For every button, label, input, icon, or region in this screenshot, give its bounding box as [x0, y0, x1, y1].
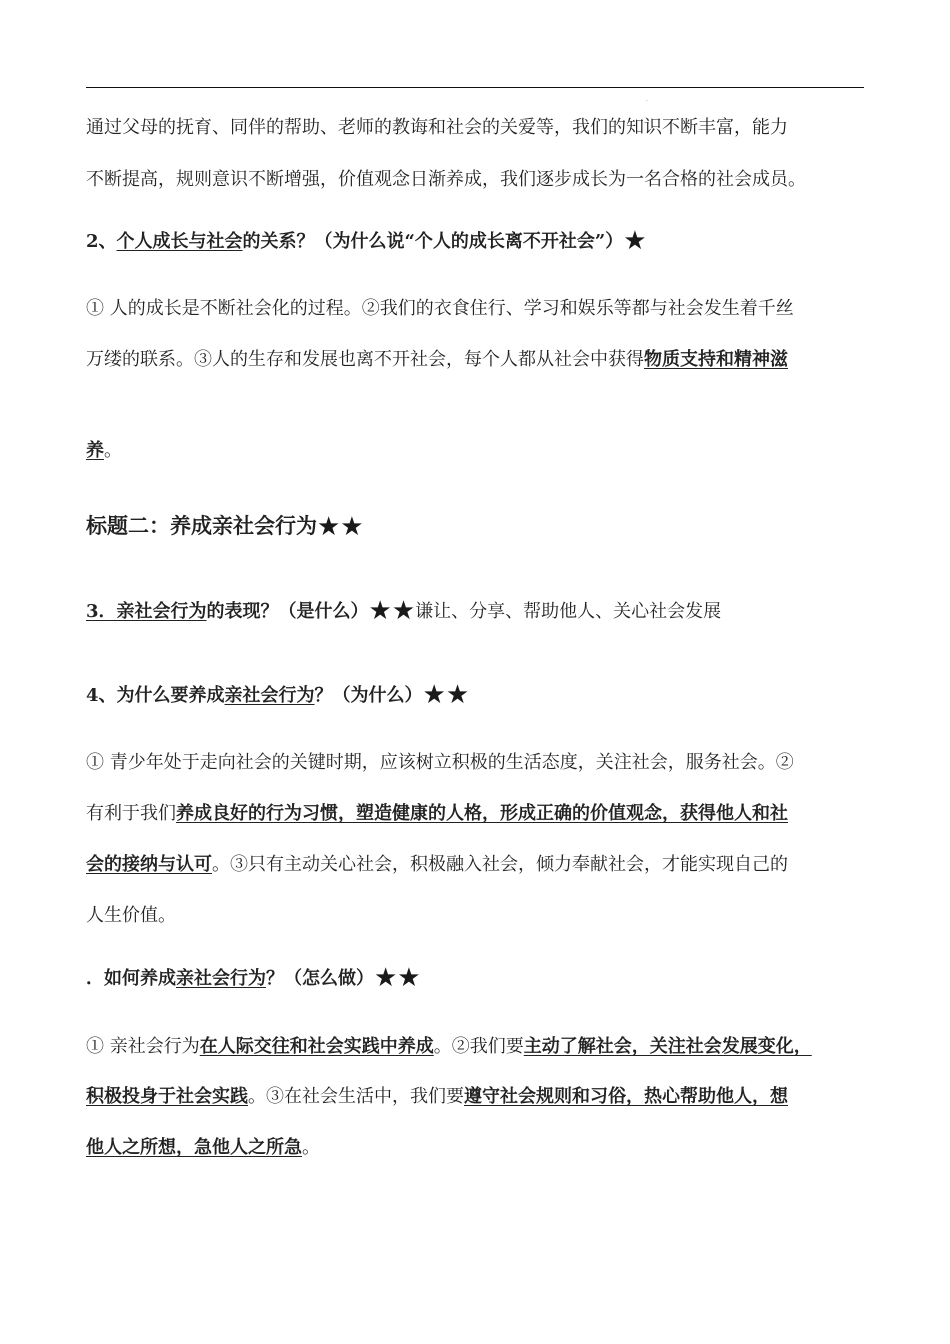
star-icon: ★★	[368, 596, 416, 626]
answer-key-phrase: 遵守社会规则和习俗，热心帮助他人，想	[464, 1086, 788, 1107]
star-icon: ★★	[374, 963, 421, 993]
answer-key-phrase: 在人际交往和社会实践中养成	[199, 1036, 434, 1057]
section-heading-text: 标题二：养成亲社会行为	[86, 514, 317, 538]
question-4-answer-line-2	[86, 802, 788, 826]
question-4-keyword: 亲社会行为	[224, 685, 315, 706]
question-5-heading	[86, 963, 421, 993]
star-icon: ★★	[422, 680, 470, 710]
answer-key-phrase: 积极投身于社会实践	[86, 1086, 248, 1107]
question-4-text: 4、为什么要养成	[86, 685, 225, 706]
question-5-answer-line-3	[86, 1136, 320, 1160]
header-rule	[86, 87, 864, 88]
answer-key-phrase: 他人之所想，急他人之所急	[86, 1137, 302, 1158]
answer-text: ① 亲社会行为	[86, 1036, 200, 1057]
question-2-text: 的关系？（为什么说“个人的成长离不开社会”）	[242, 231, 624, 252]
question-5-answer-line-1	[86, 1035, 812, 1059]
answer-text: 。	[104, 440, 122, 461]
question-2-answer-line-2	[86, 348, 788, 372]
header-dot: .	[646, 96, 648, 103]
answer-key-phrase: 主动了解社会，关注社会发展变化，	[523, 1036, 812, 1057]
star-icon: ★★	[317, 512, 364, 542]
question-5-keyword: 亲社会行为	[176, 968, 266, 989]
section-heading-2	[86, 512, 364, 542]
answer-key-phrase: 养	[86, 440, 104, 461]
question-4-answer-line-4: 人生价值。	[86, 905, 176, 926]
question-2-answer-line-1: ① 人的成长是不断社会化的过程。②我们的衣食住行、学习和娱乐等都与社会发生着千丝	[86, 298, 794, 319]
question-4-answer-line-1: ① 青少年处于走向社会的关键时期，应该树立积极的生活态度，关注社会，服务社会。②	[86, 752, 794, 773]
question-2-heading	[86, 226, 647, 256]
question-3	[86, 596, 722, 626]
answer-text: 有利于我们	[86, 803, 176, 824]
intro-line-1: 通过父母的抚育、同伴的帮助、老师的教诲和社会的关爱等，我们的知识不断丰富，能力	[86, 117, 788, 138]
question-4-heading	[86, 680, 470, 710]
answer-text: 万缕的联系。③人的生存和发展也离不开社会，每个人都从社会中获得	[86, 349, 644, 370]
answer-key-phrase: 会的接纳与认可	[86, 854, 212, 875]
star-icon: ★	[623, 226, 647, 256]
question-3-text: 的表现？（是什么）	[206, 601, 369, 622]
answer-text: 。③在社会生活中，我们要	[248, 1086, 464, 1107]
intro-line-2: 不断提高，规则意识不断增强，价值观念日渐养成，我们逐步成长为一名合格的社会成员。	[86, 169, 806, 190]
answer-text: 。	[302, 1137, 320, 1158]
answer-text: 。③只有主动关心社会，积极融入社会，倾力奉献社会，才能实现自己的	[212, 854, 788, 875]
question-5-text: ．如何养成	[86, 968, 176, 989]
question-2-answer-line-3	[86, 439, 122, 463]
question-5-answer-line-2	[86, 1085, 788, 1109]
question-2-keyword: 个人成长与社会	[116, 231, 243, 252]
question-4-answer-line-3	[86, 853, 788, 877]
question-4-text: ？（为什么）	[314, 685, 423, 706]
answer-key-phrase: 养成良好的行为习惯，塑造健康的人格，形成正确的价值观念，获得他人和社	[176, 803, 788, 824]
question-3-keyword: 3．亲社会行为	[86, 601, 207, 622]
question-2-number: 2、	[86, 231, 117, 252]
answer-key-phrase: 物质支持和精神滋	[644, 349, 788, 370]
answer-text: 。②我们要	[433, 1036, 524, 1057]
question-3-answer: 谦让、分享、帮助他人、关心社会发展	[415, 601, 722, 622]
question-5-text: ？（怎么做）	[266, 968, 374, 989]
